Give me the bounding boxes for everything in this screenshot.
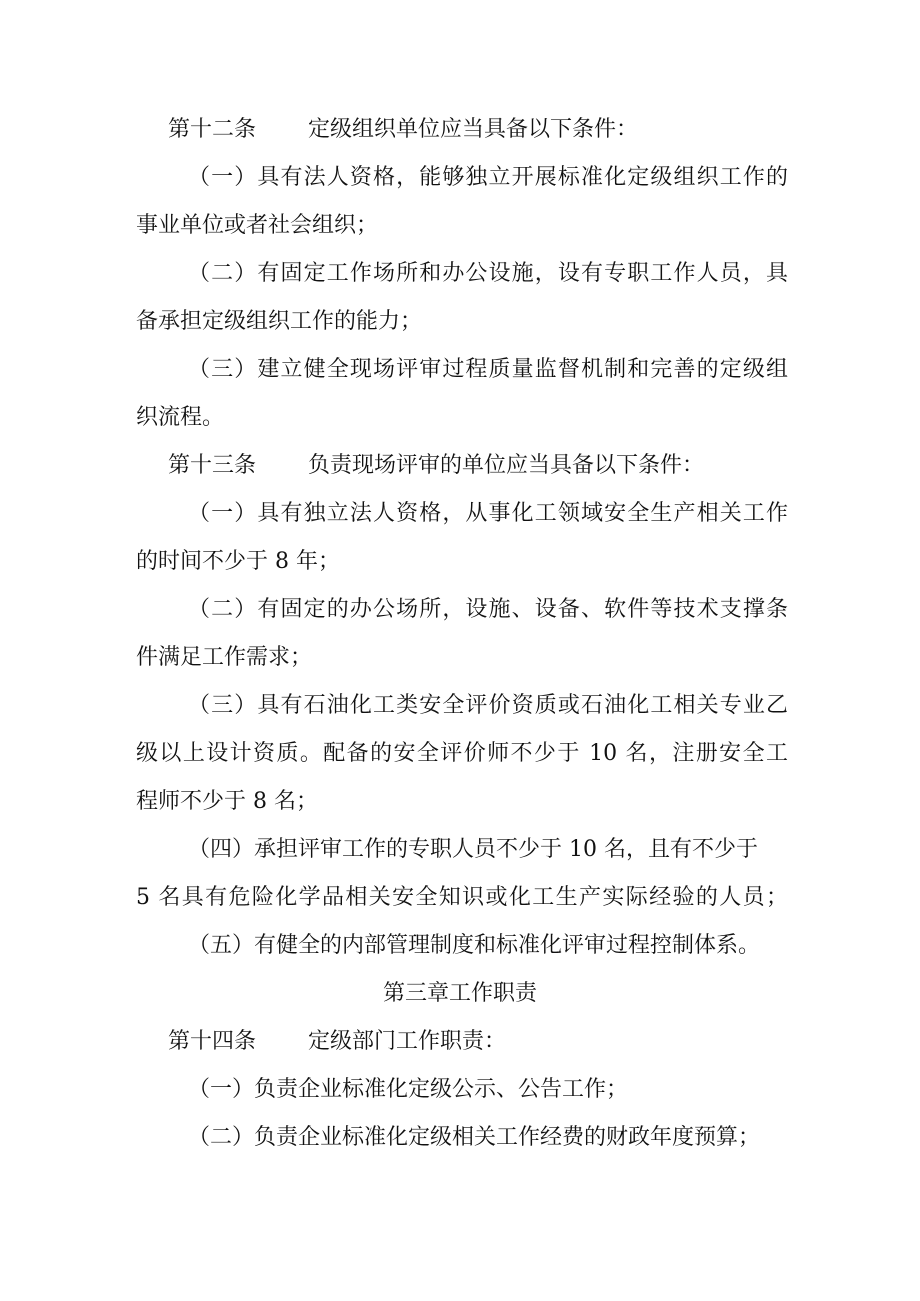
paragraph-line: 备承担定级组织工作的能力； <box>136 309 423 334</box>
article-14-heading <box>168 1027 506 1057</box>
paragraph-line: （二）有固定工作场所和办公设施，设有专职工作人员，具 <box>188 261 788 286</box>
paragraph-line: 级以上设计资质。配备的安全评价师不少于 10 名，注册安全工 <box>136 741 788 766</box>
article-number: 第十三条 <box>168 453 257 478</box>
article-text: 定级部门工作职责： <box>308 1029 507 1054</box>
article-number: 第十四条 <box>168 1029 257 1054</box>
paragraph-line: （一）具有法人资格，能够独立开展标准化定级组织工作的 <box>188 165 788 190</box>
paragraph-line: 的时间不少于 8 年； <box>136 549 340 574</box>
paragraph-line: 5 名具有危险化学品相关安全知识或化工生产实际经验的人员； <box>136 885 788 910</box>
article-text: 负责现场评审的单位应当具备以下条件： <box>308 453 705 478</box>
paragraph-line: 事业单位或者社会组织； <box>136 213 379 238</box>
paragraph-line: 件满足工作需求； <box>136 645 313 670</box>
paragraph-line: 程师不少于 8 名； <box>136 789 318 814</box>
chapter-heading: 第三章工作职责 <box>382 981 537 1006</box>
paragraph-line: （二）有固定的办公场所，设施、设备、软件等技术支撑条 <box>188 597 788 622</box>
paragraph-line: （三）具有石油化工类安全评价资质或石油化工相关专业乙 <box>188 693 788 718</box>
paragraph-line: （一）具有独立法人资格，从事化工领域安全生产相关工作 <box>188 501 788 526</box>
article-12-heading <box>168 115 638 145</box>
paragraph-line: （二）负责企业标准化定级相关工作经费的财政年度预算； <box>188 1125 761 1150</box>
article-number: 第十二条 <box>168 117 257 142</box>
paragraph-line: （四）承担评审工作的专职人员不少于 10 名，且有不少于 <box>188 837 758 862</box>
paragraph-line: 织流程。 <box>136 405 225 430</box>
paragraph-line: （三）建立健全现场评审过程质量监督机制和完善的定级组 <box>188 357 788 382</box>
article-13-heading <box>168 451 704 481</box>
paragraph-line: （一）负责企业标准化定级公示、公告工作； <box>188 1077 629 1102</box>
article-text: 定级组织单位应当具备以下条件： <box>308 117 639 142</box>
paragraph-line: （五）有健全的内部管理制度和标准化评审过程控制体系。 <box>188 933 761 958</box>
